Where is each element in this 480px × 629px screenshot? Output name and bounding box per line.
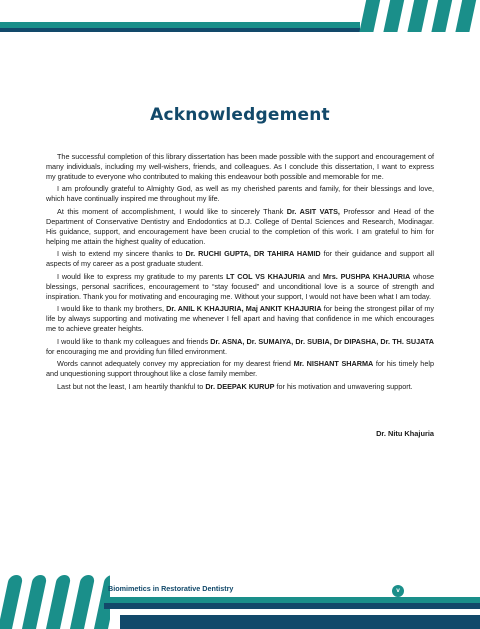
bold-name: LT COL VS KHAJURIA [226,271,306,281]
paragraph-text: I wish to extend my sincere thanks to [57,249,186,259]
bottom-stripes [0,575,110,629]
bold-name: Dr. ASNA, Dr. SUMAIYA, Dr. SUBIA, Dr DIPASHA, Dr. TH. SUJATA [210,336,434,346]
bold-name: Dr. DEEPAK KURUP [205,381,275,391]
paragraph-text: for being the strongest pillar of my life by always supporting and motivating me whenever I fell apart and having that confidence in me which encourages me to achieve greater heights. [46,304,434,334]
acknowledgement-paragraph [46,249,434,269]
acknowledgement-paragraph [46,207,434,247]
paragraph-text: whose blessings, personal sacrifices, encouragement to “stay focused” and unconditional love is a source of strength and inspiration. Thank you for motivating and encouraging me. Without your support, I would not have been what I am today. [46,271,435,301]
paragraph-text: Professor and Head of the Department of Conservative Dentistry and Endodontics at D.J. College of Dental Sciences and Research, Modinagar. His guidance, support, and encouragement have been crucial to the completion of this work. I am grateful to him for helping me attain the highest quality of education. [46,206,434,246]
paragraph-text: for encouraging me and providing fun filled environment. [46,346,227,356]
paragraph-text: At this moment of accomplishment, I would like to sincerely Thank [57,206,287,216]
page-title: Acknowledgement [150,105,330,125]
acknowledgement-paragraph [46,359,434,379]
footer-book-title: Biomimetics in Restorative Dentistry [108,584,234,593]
paragraph-text: for his timely help and unquestioning support throughout like a close family member. [46,359,434,379]
bottom-navy-line [104,603,480,609]
bold-name: Dr. RUCHI GUPTA, DR TAHIRA HAMID [185,249,321,259]
paragraph-text: Words cannot adequately convey my appreciation for my dearest friend [57,359,294,369]
paragraph-text: I would like to thank my colleagues and friends [57,336,211,346]
paragraph-text: for their guidance and support all aspects of my career as a post graduate student. [46,249,434,269]
top-navy-line [0,28,360,32]
top-decoration [0,0,480,32]
paragraph-text: I would like to thank my brothers, [57,304,167,314]
page-number-badge: v [392,585,404,597]
paragraph-text: The successful completion of this library dissertation has been made possible with the support and encouragement of many individuals, including my well-wishers, friends, and colleagues. As I conclude this dissertation, I want to express my gratitude to everyone who contributed to making this endeavour both possible and memorable for me. [46,152,434,181]
acknowledgement-paragraph [46,184,434,204]
bottom-dark-band [120,615,480,629]
paragraph-text: I would like to express my gratitude to my parents [57,271,227,281]
bold-name: Mrs. PUSHPA KHAJURIA [322,271,411,281]
acknowledgement-body [46,152,434,394]
bold-name: Mr. NISHANT SHARMA [293,359,374,369]
top-stripes [355,0,480,32]
paragraph-text: Last but not the least, I am heartily thankful to [57,381,206,391]
acknowledgement-paragraph [46,272,434,302]
bold-name: Dr. ASIT VATS, [286,206,340,216]
acknowledgement-paragraph [46,382,434,392]
acknowledgement-paragraph [46,304,434,334]
bold-name: Dr. ANIL K KHAJURIA, Maj ANKIT KHAJURIA [166,304,322,314]
acknowledgement-paragraph [46,152,434,182]
paragraph-text: I am profoundly grateful to Almighty God, as well as my cherished parents and family, for their blessings and love, which have continually inspired me throughout my life. [46,184,434,204]
paragraph-text: for his motivation and unwavering support. [274,381,413,391]
acknowledgement-paragraph [46,337,434,357]
paragraph-text: and [305,271,323,281]
signature: Dr. Nitu Khajuria [376,429,434,438]
